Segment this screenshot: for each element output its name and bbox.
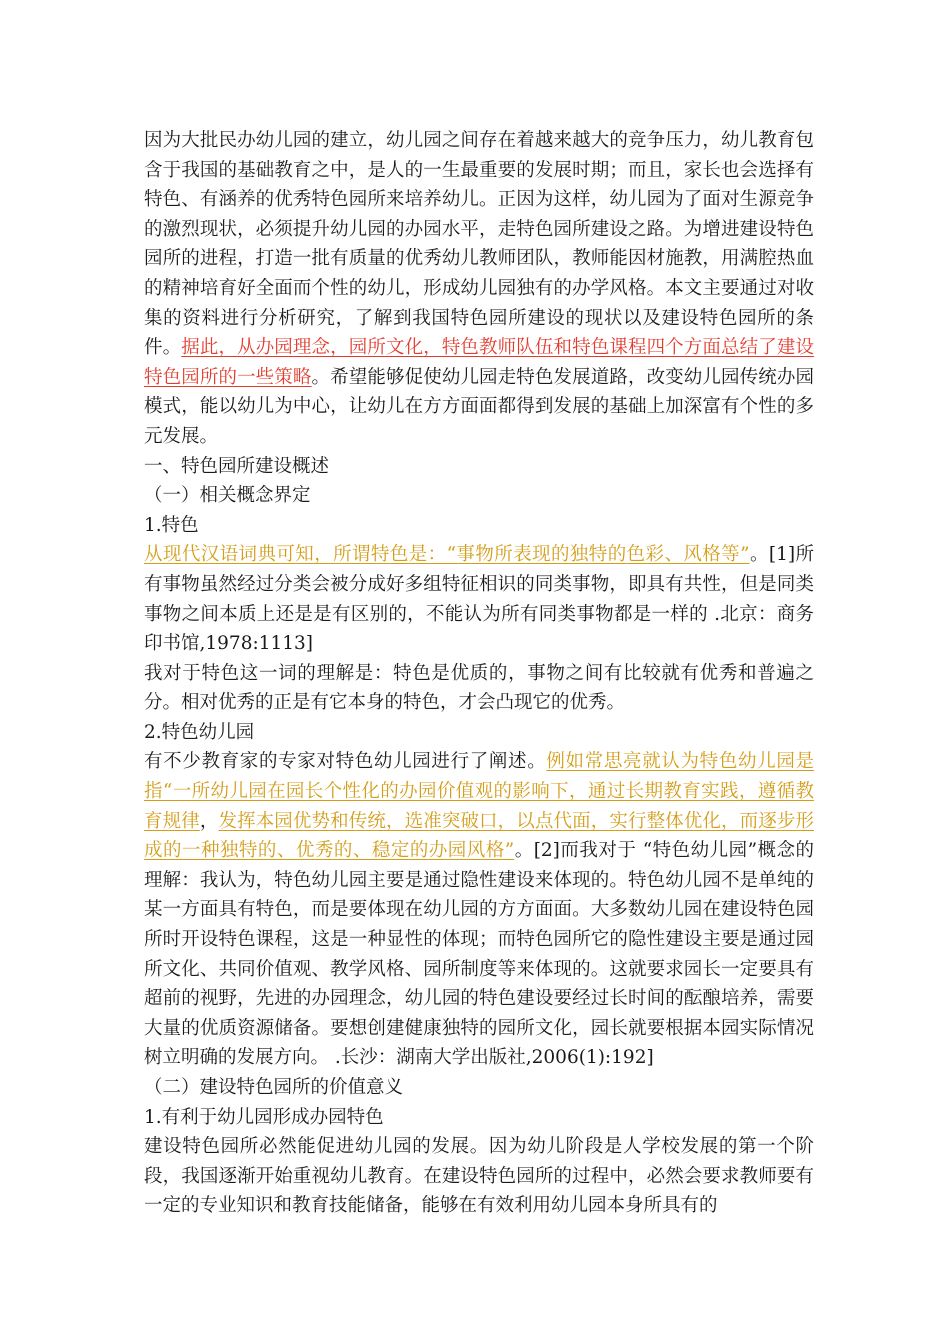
subsection-heading-1-2: （二）建设特色园所的价值意义 [144, 1077, 404, 1098]
intro-text-part-1: 因为大批民办幼儿园的建立，幼儿园之间存在着越来越大的竞争压力，幼儿教育包含于我国的基础教育之中，是人的一生最重要的发展时期；而且，家长也会选择有特色、有涵养的优秀特色园所来培养幼儿。正因为这样，幼儿园为了面对生源竞争的激烈现状，必须提升幼儿园的办园水平，走特色园所建设之路。为增进建设特色园所的进程，打造一批有质量的优秀幼儿教师团队，教师能因材施教，用满腔热血的精神培育好全面而个性的幼儿，形成幼儿园独有的办学风格。本文主要通过对收集的资料进行分析研究，了解到我国特色园所建设的现状以及建设特色园所的条件。 [144, 130, 814, 359]
section-heading-1: 一、特色园所建设概述 [144, 455, 330, 477]
item-heading-tese-kindergarten: 2.特色幼儿园 [144, 721, 255, 743]
intro-highlighted-strategies: 据此，从办园理念，园所文化，特色教师队伍和特色课程四个方面总结了建设特色园所的一些策略 [144, 337, 814, 388]
definition-text: 。[1]所有事物虽然经过分类会被分成好多组特征相识的同类事物，即具有共性，但是同类事物之间本质上还是是有区别的，不能认为所有同类事物都是一样的 .北京：商务印书馆,1978:1113] [144, 544, 814, 655]
dictionary-quote-highlight: 从现代汉语词典可知，所谓特色是：“事物所表现的独特的色彩、风格等” [144, 544, 750, 566]
quote-separator-comma: ， [199, 810, 219, 832]
kindergarten-text-body: 。[2]而我对于 “特色幼儿园”概念的理解：我认为，特色幼儿园主要是通过隐性建设来体现的。特色幼儿园不是单纯的某一方面具有特色，而是要体现在幼儿园的方方面面。大多数幼儿园在建设特色园所时开设特色课程，这是一种显性的体现；而特色园所它的隐性建设主要是通过园所文化、共同价值观、教学风格、园所制度等来体现的。这就要求园长一定要具有超前的视野，先进的办园理念，幼儿园的特色建设要经过长时间的酝酿培养，需要大量的优质资源储备。要想创建健康独特的园所文化，园长就要根据本园实际情况树立明确的发展方向。 .长沙：湖南大学出版社,2006(1):192] [144, 840, 814, 1069]
kindergarten-paragraph [144, 747, 814, 1073]
value-paragraph: 建设特色园所必然能促进幼儿园的发展。因为幼儿阶段是人学校发展的第一个阶段，我国逐渐开始重视幼儿教育。在建设特色园所的过程中，必然会要求教师要有一定的专业知识和教育技能储备，能够在有效利用幼儿园本身所具有的 [144, 1136, 814, 1217]
intro-text-part-2: 。希望能够促使幼儿园走特色发展道路，改变幼儿园传统办园模式，能以幼儿为中心，让幼儿在方方面面都得到发展的基础上加深富有个性的多元发展。 [144, 366, 814, 447]
document-body [144, 126, 814, 1221]
subsection-heading-1-1: （一）相关概念界定 [144, 485, 311, 507]
definition-paragraph [144, 540, 814, 658]
item-heading-value-1: 1.有利于幼儿园形成办园特色 [144, 1106, 384, 1128]
kindergarten-text-intro: 有不少教育家的专家对特色幼儿园进行了阐述。 [144, 751, 547, 773]
understanding-paragraph: 我对于特色这一词的理解是：特色是优质的，事物之间有比较就有优秀和普遍之分。相对优秀的正是有它本身的特色，才会凸现它的优秀。 [144, 662, 814, 714]
changsiliang-quote-highlight-2: 发挥本园优势和传统，选准突破口，以点代面，实行整体优化，而逐步形成的一种独特的、优秀的、稳定的办园风格” [144, 810, 814, 862]
intro-paragraph [144, 126, 814, 452]
changsiliang-quote-highlight-1: 例如常思亮就认为特色幼儿园是指“一所幼儿园在园长个性化的办园价值观的影响下，通过长期教育实践，遵循教育规律 [144, 751, 814, 832]
item-heading-tese: 1.特色 [144, 514, 199, 536]
